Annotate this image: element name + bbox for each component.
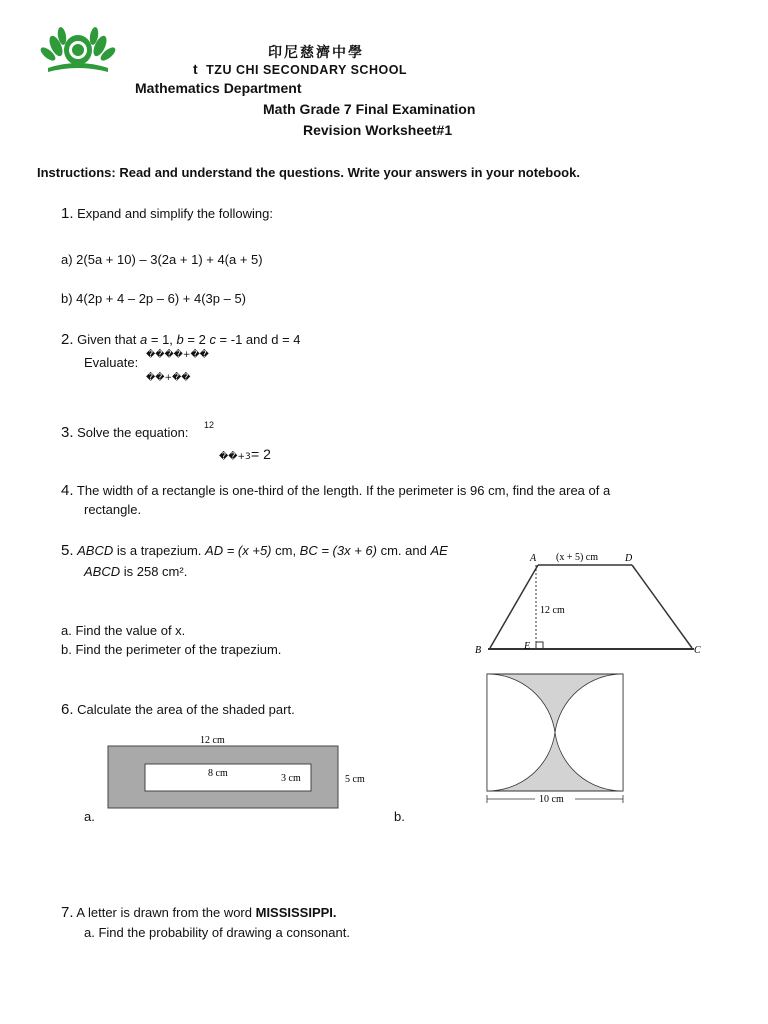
vertex-d: D bbox=[625, 553, 633, 564]
top-length-label: (x + 5) cm bbox=[556, 552, 599, 563]
var-b: b bbox=[176, 332, 184, 347]
trapezium-right-edge bbox=[632, 565, 692, 648]
ae-label: AE bbox=[430, 543, 448, 558]
question-number: 1. bbox=[61, 205, 74, 222]
question-number: 6. bbox=[61, 701, 74, 718]
val-b: = 2 bbox=[183, 332, 210, 347]
school-logo bbox=[38, 24, 118, 76]
height-label: 12 cm bbox=[540, 605, 565, 616]
school-prefix: t bbox=[193, 61, 199, 77]
question-number: 3. bbox=[61, 424, 74, 441]
text: is a trapezium. bbox=[113, 543, 206, 558]
question-text: Given that bbox=[77, 332, 141, 347]
question-number: 7. bbox=[61, 904, 74, 921]
question-number: 4. bbox=[61, 482, 74, 499]
ad-length: AD = (x +5) bbox=[205, 543, 272, 558]
equation-numerator: 12 bbox=[204, 420, 215, 430]
text: cm. and bbox=[376, 543, 431, 558]
question-7a: a. Find the probability of drawing a consonant. bbox=[84, 925, 350, 940]
right-angle-mark bbox=[536, 642, 543, 649]
shaded-square-figure bbox=[483, 670, 633, 808]
worksheet-title: Revision Worksheet#1 bbox=[303, 122, 453, 138]
val-c: = -1 and d = 4 bbox=[215, 332, 301, 347]
evaluate-denominator: ��+�� bbox=[146, 373, 191, 383]
trapezium-left-edge bbox=[490, 565, 538, 648]
question-5b: b. Find the perimeter of the trapezium. bbox=[61, 642, 282, 657]
question-1 bbox=[61, 205, 273, 222]
question-5a: a. Find the value of x. bbox=[61, 623, 186, 638]
evaluate-numerator: ����+�� bbox=[146, 350, 209, 360]
abcd: ABCD bbox=[84, 564, 121, 579]
side-length-label: 10 cm bbox=[539, 794, 564, 805]
var-c: c bbox=[209, 332, 216, 347]
vertex-c: C bbox=[694, 645, 701, 656]
question-text: The width of a rectangle is one-third of the length. If the perimeter is 96 cm, find the area of a bbox=[76, 483, 611, 498]
text: cm, bbox=[271, 543, 300, 558]
question-7 bbox=[61, 904, 337, 921]
question-text: A letter is drawn from the word bbox=[76, 905, 256, 920]
question-1b: b) 4(2p + 4 – 2p – 6) + 4(3p – 5) bbox=[61, 291, 247, 306]
var-a: a bbox=[140, 332, 148, 347]
question-text: Calculate the area of the shaded part. bbox=[77, 702, 295, 717]
inner-width-label: 8 cm bbox=[208, 768, 228, 779]
instructions: Instructions: Read and understand the questions. Write your answers in your notebook. bbox=[37, 165, 580, 180]
evaluate-label: Evaluate: bbox=[84, 355, 139, 370]
question-4 bbox=[61, 482, 610, 499]
question-number: 5. bbox=[61, 542, 74, 559]
question-5-cont bbox=[84, 564, 187, 579]
question-4-cont: rectangle. bbox=[84, 502, 142, 517]
school-name-line bbox=[193, 61, 407, 77]
question-2 bbox=[61, 331, 301, 348]
question-3 bbox=[61, 424, 188, 441]
question-text: Solve the equation: bbox=[77, 425, 189, 440]
trapezium-figure bbox=[460, 545, 740, 675]
department-heading: Mathematics Department bbox=[135, 80, 302, 96]
vertex-b: B bbox=[475, 645, 482, 656]
exam-title: Math Grade 7 Final Examination bbox=[263, 101, 476, 117]
vertex-e: E bbox=[524, 641, 531, 652]
shaded-rectangle-figure bbox=[105, 732, 385, 814]
outer-height-label: 5 cm bbox=[345, 774, 365, 785]
question-1a: a) 2(5a + 10) – 3(2a + 1) + 4(a + 5) bbox=[61, 252, 263, 267]
school-name: TZU CHI SECONDARY SCHOOL bbox=[206, 63, 408, 77]
question-5 bbox=[61, 542, 461, 559]
equation-denominator: ��+3 bbox=[219, 452, 251, 462]
text: is 258 cm². bbox=[120, 564, 188, 579]
question-6 bbox=[61, 701, 295, 718]
figure-label-a: a. bbox=[84, 809, 95, 824]
equation-equals: = 2 bbox=[251, 446, 271, 462]
inner-height-label: 3 cm bbox=[281, 773, 301, 784]
word-mississippi: MISSISSIPPI. bbox=[255, 905, 337, 920]
figure-label-b: b. bbox=[394, 809, 405, 824]
vertex-a: A bbox=[530, 553, 537, 564]
val-a: = 1, bbox=[147, 332, 177, 347]
outer-width-label: 12 cm bbox=[200, 735, 225, 746]
school-chinese-name: 印尼慈濟中學 bbox=[268, 44, 364, 60]
bc-length: BC = (3x + 6) bbox=[299, 543, 377, 558]
abcd: ABCD bbox=[77, 543, 114, 558]
question-text: Expand and simplify the following: bbox=[77, 206, 273, 221]
question-number: 2. bbox=[61, 331, 74, 348]
